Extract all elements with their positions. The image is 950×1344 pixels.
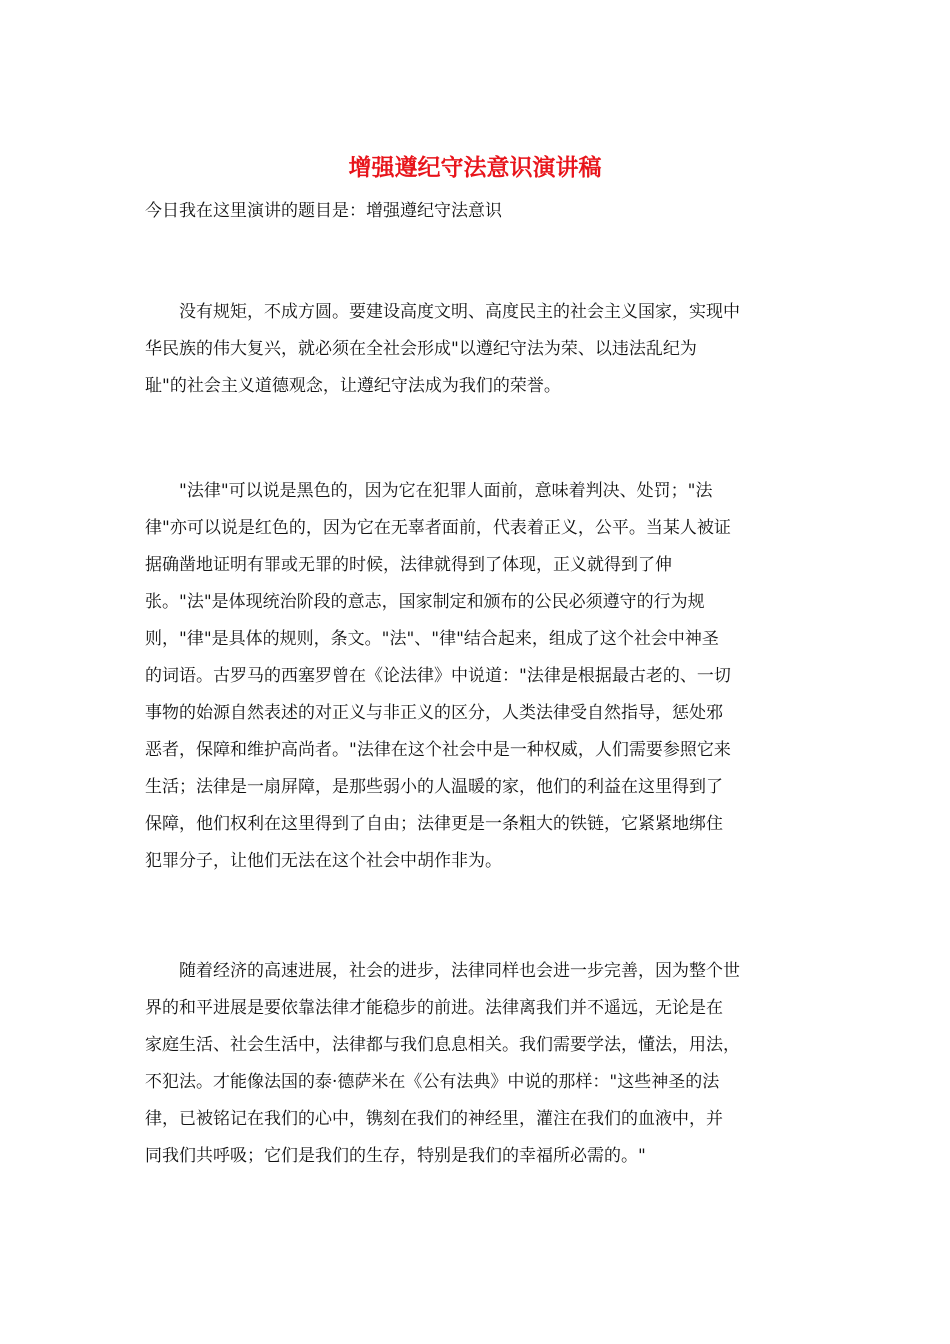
paragraph-line: 张。"法"是体现统治阶段的意志，国家制定和颁布的公民必须遵守的行为规 bbox=[145, 592, 705, 612]
paragraph-line: 耻"的社会主义道德观念，让遵纪守法成为我们的荣誉。 bbox=[145, 376, 561, 396]
paragraph-line: 据确凿地证明有罪或无罪的时候，法律就得到了体现，正义就得到了伸 bbox=[145, 555, 672, 575]
paragraph-line: 则，"律"是具体的规则，条文。"法"、"律"结合起来，组成了这个社会中神圣 bbox=[145, 629, 719, 649]
paragraph-line: 事物的始源自然表述的对正义与非正义的区分，人类法律受自然指导，惩处邪 bbox=[145, 703, 723, 723]
paragraph-line: 生活；法律是一扇屏障，是那些弱小的人温暖的家，他们的利益在这里得到了 bbox=[145, 777, 723, 797]
paragraph-line: 恶者，保障和维护高尚者。"法律在这个社会中是一种权威，人们需要参照它来 bbox=[145, 740, 731, 760]
paragraph-line: 律"亦可以说是红色的，因为它在无辜者面前，代表着正义，公平。当某人被证 bbox=[145, 518, 731, 538]
paragraph-line: 华民族的伟大复兴，就必须在全社会形成"以遵纪守法为荣、以违法乱纪为 bbox=[145, 339, 697, 359]
paragraph-line: 不犯法。才能像法国的泰·德萨米在《公有法典》中说的那样："这些神圣的法 bbox=[145, 1072, 720, 1092]
paragraph-line: 随着经济的高速进展，社会的进步，法律同样也会进一步完善，因为整个世 bbox=[145, 961, 740, 981]
paragraph-line: 保障，他们权利在这里得到了自由；法律更是一条粗大的铁链，它紧紧地绑住 bbox=[145, 814, 723, 834]
paragraph-1 bbox=[145, 294, 807, 405]
paragraph-line: "法律"可以说是黑色的，因为它在犯罪人面前，意味着判决、处罚；"法 bbox=[145, 481, 713, 501]
paragraph-line: 犯罪分子，让他们无法在这个社会中胡作非为。 bbox=[145, 851, 502, 871]
paragraph-line: 界的和平进展是要依靠法律才能稳步的前进。法律离我们并不遥远，无论是在 bbox=[145, 998, 723, 1018]
paragraph-line: 的词语。古罗马的西塞罗曾在《论法律》中说道："法律是根据最古老的、一切 bbox=[145, 666, 731, 686]
paragraph-3 bbox=[145, 953, 807, 1175]
document-subtitle: 今日我在这里演讲的题目是：增强遵纪守法意识 bbox=[145, 201, 502, 221]
paragraph-line: 没有规矩，不成方圆。要建设高度文明、高度民主的社会主义国家，实现中 bbox=[145, 302, 740, 322]
paragraph-line: 律，已被铭记在我们的心中，镌刻在我们的神经里，灌注在我们的血液中，并 bbox=[145, 1109, 723, 1129]
document-title: 增强遵纪守法意识演讲稿 bbox=[348, 154, 602, 181]
paragraph-line: 同我们共呼吸；它们是我们的生存，特别是我们的幸福所必需的。" bbox=[145, 1146, 646, 1166]
paragraph-line: 家庭生活、社会生活中，法律都与我们息息相关。我们需要学法，懂法，用法， bbox=[145, 1035, 740, 1055]
paragraph-2 bbox=[145, 473, 807, 880]
